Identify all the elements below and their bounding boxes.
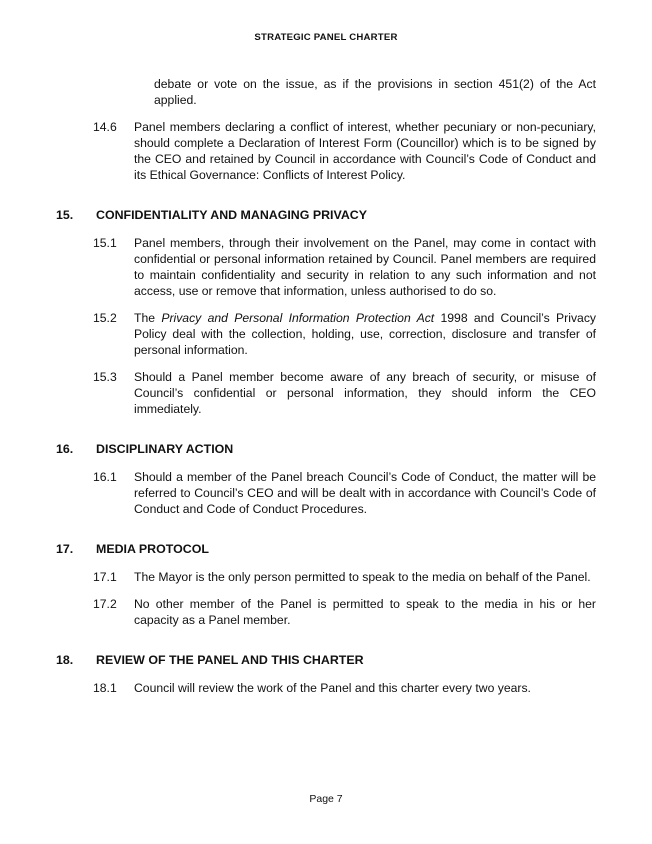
clause-number: 15.3: [93, 370, 117, 384]
document-header: STRATEGIC PANEL CHARTER: [254, 32, 398, 43]
clause-number: 15.1: [93, 236, 117, 250]
section-title: REVIEW OF THE PANEL AND THIS CHARTER: [96, 653, 364, 667]
clause-14-6: [93, 119, 596, 183]
section-number: 15.: [56, 208, 74, 222]
clause-text: Should a member of the Panel breach Council’s Code of Conduct, the matter will be referred to Council’s CEO and will be dealt with in accordance with Council’s Code of Conduct and Code of Conduct Procedures.: [134, 470, 596, 516]
clause-15-1: [93, 235, 596, 299]
clause-text-post: 1998 and Council’s Privacy Policy deal with the collection, holding, use, correction, disclosure and transfer of personal information.: [134, 311, 597, 357]
clause-number: 15.2: [93, 311, 117, 325]
document-body: [0, 76, 652, 696]
clause-text-pre: The: [134, 311, 162, 325]
section-number: 17.: [56, 542, 74, 556]
act-name: Privacy and Personal Information Protection Act: [161, 311, 435, 325]
section-15-heading: [56, 207, 652, 223]
section-17-heading: [56, 541, 652, 557]
page-number: Page 7: [309, 793, 343, 805]
clause-15-3: [93, 369, 596, 417]
section-18-heading: [56, 652, 652, 668]
clause-text: The Mayor is the only person permitted to speak to the media on behalf of the Panel.: [134, 570, 591, 584]
section-16-heading: [56, 441, 652, 457]
clause-18-1: [93, 680, 596, 696]
section-title: MEDIA PROTOCOL: [96, 542, 209, 556]
clause-text: Council will review the work of the Panel and this charter every two years.: [134, 681, 531, 695]
clause-text: Should a Panel member become aware of any breach of security, or misuse of Council’s confidential or personal information, they should inform the CEO immediately.: [134, 370, 596, 416]
clause-17-2: [93, 596, 596, 628]
continuation-text: debate or vote on the issue, as if the provisions in section 451(2) of the Act applied.: [154, 77, 596, 107]
clause-text: Panel members, through their involvement on the Panel, may come in contact with confidential or personal information retained by Council. Panel members are required to maintain confidentiality and security in relation to any such information and not access, use or remove that information, unless authorised to do so.: [134, 236, 596, 298]
clause-number: 18.1: [93, 681, 117, 695]
clause-number: 16.1: [93, 470, 117, 484]
clause-text: Panel members declaring a conflict of interest, whether pecuniary or non-pecuniary, should complete a Declaration of Interest Form (Councillor) which is to be signed by the CEO and retained by Council in accordance with Council’s Code of Conduct and its Ethical Governance: Conflicts of Interest Policy.: [134, 120, 596, 182]
clause-number: 17.1: [93, 570, 117, 584]
clause-number: 17.2: [93, 597, 117, 611]
clause-15-2: [93, 310, 597, 358]
section-title: CONFIDENTIALITY AND MANAGING PRIVACY: [96, 208, 367, 222]
clause-16-1: [93, 469, 596, 517]
section-number: 18.: [56, 653, 74, 667]
section-number: 16.: [56, 442, 74, 456]
section-title: DISCIPLINARY ACTION: [96, 442, 234, 456]
clause-text: No other member of the Panel is permitted to speak to the media in his or her capacity as a Panel member.: [134, 597, 596, 627]
clause-number: 14.6: [93, 120, 117, 134]
clause-17-1: [93, 569, 596, 585]
